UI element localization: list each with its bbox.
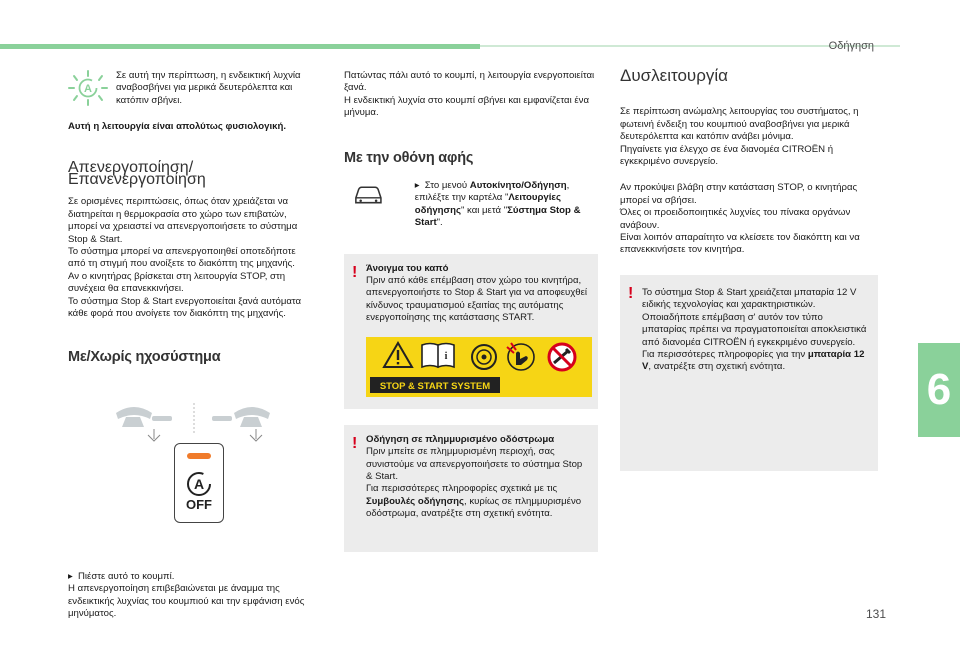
bullet-marker: ▸ [414, 180, 420, 192]
svg-text:A: A [193, 475, 205, 492]
off-button[interactable] [174, 443, 224, 523]
svg-text:i: i [444, 350, 448, 362]
stop-start-off-icon [184, 470, 214, 498]
normal-note: Αυτή η λειτουργία είναι απολύτως φυσιολογική. [68, 121, 287, 133]
menu-instruction [395, 180, 598, 230]
no-tool-icon [549, 344, 575, 370]
exclamation-icon: ! [352, 263, 358, 281]
stop-start-warning-banner [366, 337, 592, 397]
banner-label: STOP & START SYSTEM [379, 380, 491, 392]
menu-mid2: " και μετά " [460, 204, 508, 216]
touchscreen-car-icon [352, 182, 385, 206]
page-number: 131 [865, 607, 886, 621]
button-lamp [187, 453, 211, 459]
menu-driving-functions: Λειτουργίες οδήγησης [414, 192, 561, 216]
battery-text-1: Το σύστημα Stop & Start χρειάζεται μπαταρία 12 V ειδικής τεχνολογίας και χαρακτηριστικών. Οποιαδήποτε επέμβαση σ' αυτόν τον τύπο μπαταρίας πρέπει να πραγματοποιείται αποκλειστικά από διανομέα CITROËN ή εγκεκριμένο συνεργείο. Για περισσότερες πληροφορίες για την [642, 286, 867, 360]
deactivation-heading: Απενεργοποίηση/Επανενεργοποίηση [68, 158, 206, 189]
button-illustration [68, 373, 306, 563]
exclamation-icon: ! [352, 434, 358, 452]
touchscreen-heading: Με την οθόνη αφής [344, 149, 474, 166]
press-bullet [68, 571, 306, 583]
column-2 [344, 70, 598, 552]
flood-text-2: , κυρίως σε πλημμυρισμένο οδόστρωμα, ανατρέξτε στη σχετική ενότητα. [366, 495, 582, 520]
touchscreen-row [344, 180, 598, 230]
audio-subheading: Με/Χωρίς ηχοσύστημα [68, 348, 221, 365]
press-bullet-text: Πιέστε αυτό το κουμπί. [78, 570, 175, 582]
manual-book-icon [422, 343, 454, 367]
chapter-tab: 6 [918, 343, 960, 437]
battery-text-2: , ανατρέξτε στη σχετική ενότητα. [648, 361, 786, 373]
bullet-marker: ▸ [68, 570, 73, 582]
malfunction-heading: Δυσλειτουργία [620, 66, 729, 85]
intro-row [68, 70, 306, 107]
battery-warning-box [620, 275, 878, 471]
stop-start-indicator-icon [68, 70, 108, 106]
menu-stop-start: Σύστημα Stop & Start [414, 204, 581, 229]
malfunction-para-2: Αν προκύψει βλάβη στην κατάσταση STOP, ο κινητήρας μπορεί να σβήσει. Όλες οι προειδοποιητικές λυχνίες του πίνακα οργάνων ανάβουν. Είναι λοιπόν απαραίτητο να κλείσετε τον διακόπτη και να επανεκκινήσετε τον κινητήρα. [620, 182, 860, 256]
press-text: Η απενεργοποίηση επιβεβαιώνεται με άναμμα της ενδεικτικής λυχνίας του κουμπιού και την εμφάνιση ενός μηνύματος. [68, 583, 305, 620]
off-label: OFF [186, 496, 212, 512]
flood-warning-box [344, 425, 598, 552]
battery-text [642, 287, 868, 374]
svg-text:A: A [84, 83, 92, 95]
hood-text: Πριν από κάθε επέμβαση στον χώρο του κινητήρα, απενεργοποιήστε το Stop & Start για να αποφευχθεί κίνδυνος τραυματισμού εξαιτίας της αυτόματης ενεργοποίησης της κατάστασης START. [366, 275, 587, 324]
malfunction-para-1: Σε περίπτωση ανώμαλης λειτουργίας του συστήματος, η φωτεινή ένδειξη του κουμπιού αναβοσβήνει για μερικά δευτερόλεπτα και κατόπιν ανάβει μόνιμα. Πηγαίνετε για έλεγχο σε ένα διανομέα CITROËN ή εγκεκριμένο συνεργείο. [620, 106, 859, 168]
press-again-text: Πατώντας πάλι αυτό το κουμπί, η λειτουργία ενεργοποιείται ξανά. Η ενδεικτική λυχνία στο κουμπί σβήνει και εμφανίζεται ένα μήνυμα. [344, 70, 595, 119]
deactivation-text: Σε ορισμένες περιπτώσεις, όπως όταν χρειάζεται να διατηρείται η θερμοκρασία στο χώρο των επιβατών, μπορεί να χρειαστεί να απενεργοποιήσετε το σύστημα Stop & Start. Το σύστημα μπορεί να απενεργοποιηθεί οποτεδήποτε από τη στιγμή που ανοίξετε το διακόπτη της μηχανής. Αν ο κινητήρας βρίσκεται στη λειτουργία STOP, στη συνέχεια θα επανεκκινήσει. Το σύστημα Stop & Start ενεργοποιείται ξανά αυτόματα κάθε φορά που ανοίγετε τον διακόπτη της μηχανής. [68, 196, 302, 320]
flood-text-1: Πριν μπείτε σε πλημμυρισμένη περιοχή, σας συνιστούμε να απενεργοποιήσετε το σύστημα Stop & Start. Για περισσότερες πληροφορίες σχετικά με τις [366, 446, 583, 495]
flood-text [366, 446, 588, 520]
hood-warning-box [344, 254, 598, 409]
section-title: Οδήγηση [828, 40, 874, 52]
menu-pre: Στο μενού [424, 180, 470, 192]
exclamation-icon: ! [628, 284, 634, 302]
header-accent-bar [0, 44, 480, 49]
flood-title: Οδήγηση σε πλημμυρισμένο οδόστρωμα [366, 433, 555, 445]
menu-end: ". [436, 217, 443, 229]
menu-mid1: , επιλέξτε την καρτέλα " [414, 180, 570, 204]
flood-driving-tips: Συμβουλές οδήγησης [366, 495, 464, 507]
column-1 [68, 70, 306, 621]
hood-title: Άνοιγμα του καπό [366, 262, 449, 274]
column-3 [620, 66, 878, 471]
battery-12v: μπαταρία 12 V [642, 348, 865, 373]
menu-vehicle: Αυτοκίνητο/Οδήγηση [469, 180, 567, 192]
intro-text: Σε αυτή την περίπτωση, η ενδεικτική λυχνία αναβοσβήνει για μερικά δευτερόλεπτα και κατόπιν σβήνει. [116, 70, 301, 106]
